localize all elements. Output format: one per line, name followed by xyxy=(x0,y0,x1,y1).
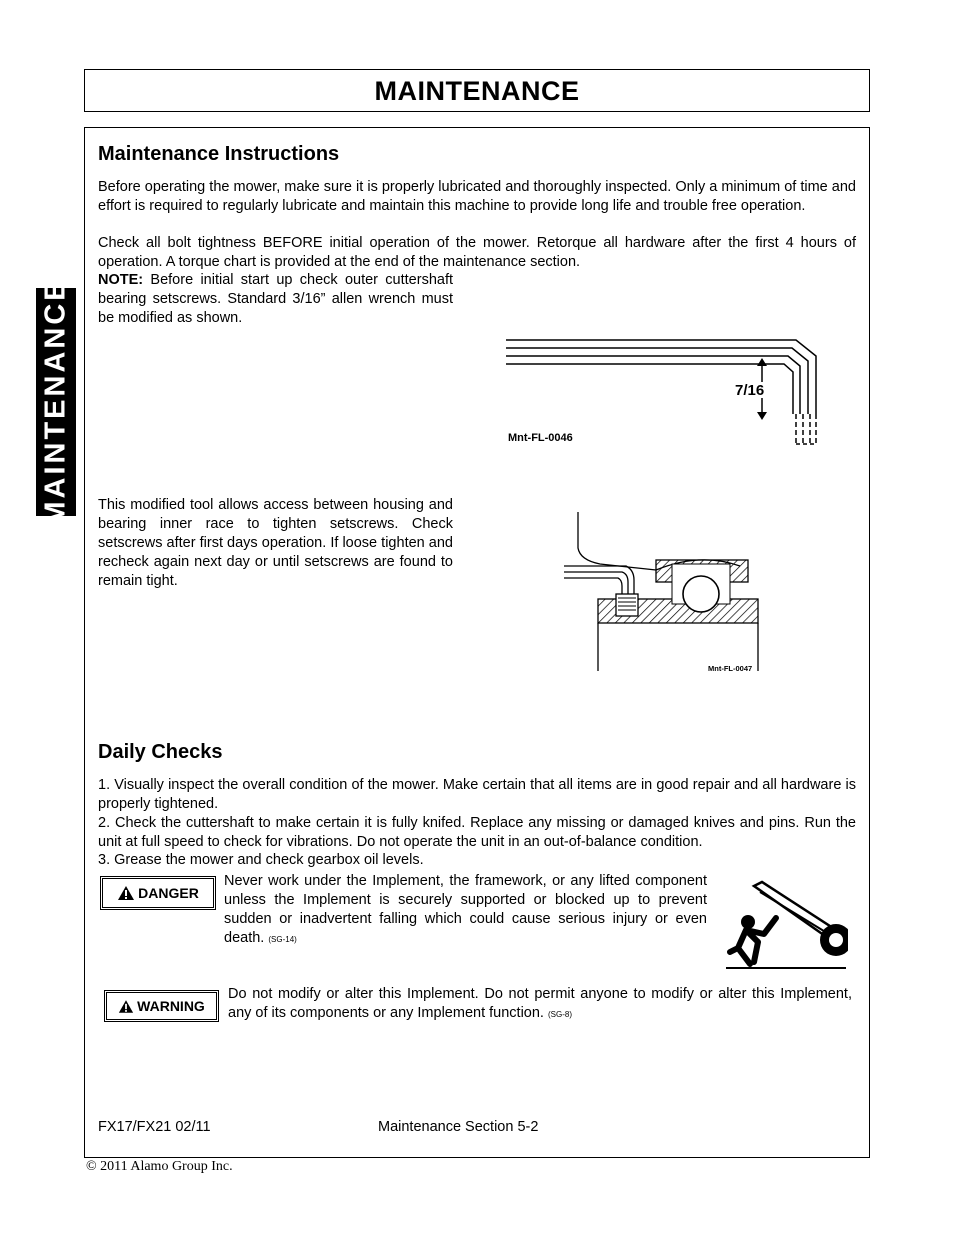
daily-check-item-3: 3. Grease the mower and check gearbox oil levels. xyxy=(98,852,424,868)
note-paragraph xyxy=(98,271,453,328)
footer-model: FX17/FX21 02/11 xyxy=(98,1119,211,1135)
danger-badge xyxy=(100,876,216,910)
daily-check-item-1: 1. Visually inspect the overall condition of the mower. Make certain that all items are in good repair and all hardware is properly tightened. xyxy=(98,777,856,812)
bearing-figure xyxy=(560,508,770,676)
warning-badge-label: WARNING xyxy=(137,998,205,1014)
warning-badge xyxy=(104,990,219,1022)
danger-message: Never work under the Implement, the framework, or any lifted component unless the Implement is securely supported or blocked up to prevent sudden or inadvertent falling which could cause serious injury or even death. xyxy=(224,873,707,946)
figure-1-label: Mnt-FL-0046 xyxy=(508,432,573,444)
alert-triangle-icon xyxy=(117,885,135,901)
paragraph-bolt-tightness: Check all bolt tightness BEFORE initial operation of the mower. Retorque all hardware after the first 4 hours of operation. A torque chart is provided at the end of the maintenance section. xyxy=(98,235,856,270)
note-text: Before initial start up check outer cuttershaft bearing setscrews. Standard 3/16” allen wrench must be modified as shown. xyxy=(98,272,453,326)
section-heading-maintenance-instructions: Maintenance Instructions xyxy=(98,143,340,165)
paragraph-modified-tool: This modified tool allows access between housing and bearing inner race to tighten setscrews. Check setscrews after first days operation. If loose tighten and recheck again next day or until setscrews are found to remain tight. xyxy=(98,497,453,589)
note-label: NOTE: xyxy=(98,272,144,288)
warning-message: Do not modify or alter this Implement. Do not permit anyone to modify or alter this Implement, any of its components or any Implement function. xyxy=(228,986,852,1021)
danger-code: (SG-14) xyxy=(268,935,297,944)
side-tab-label: MAINTENANCE xyxy=(39,278,72,526)
alert-triangle-icon xyxy=(118,999,134,1014)
daily-check-item-2: 2. Check the cuttershaft to make certain it is fully knifed. Replace any missing or damaged knives and pins. Run the unit at full speed to check for vibrations. Do not operate the unit in an out-of-balance condition. xyxy=(98,815,856,850)
copyright: © 2011 Alamo Group Inc. xyxy=(86,1159,233,1174)
warning-text xyxy=(228,985,852,1024)
dimension-label: 7/16 xyxy=(735,382,765,399)
footer-section: Maintenance Section 5-2 xyxy=(378,1119,539,1135)
danger-badge-label: DANGER xyxy=(138,885,199,901)
section-heading-daily-checks: Daily Checks xyxy=(98,741,223,763)
figure-2-label: Mnt-FL-0047 xyxy=(708,664,753,673)
allen-wrench-figure xyxy=(500,334,830,449)
side-tab xyxy=(36,278,76,526)
warning-code: (SG-8) xyxy=(547,1010,572,1019)
danger-text xyxy=(224,872,707,949)
crush-hazard-icon xyxy=(724,878,848,970)
page-title: MAINTENANCE xyxy=(374,76,580,106)
paragraph-lubrication: Before operating the mower, make sure it is properly lubricated and thoroughly inspected. Only a minimum of time and effort is required to regularly lubricate and maintain this machine to provide long life and trouble free operation. xyxy=(98,179,856,214)
